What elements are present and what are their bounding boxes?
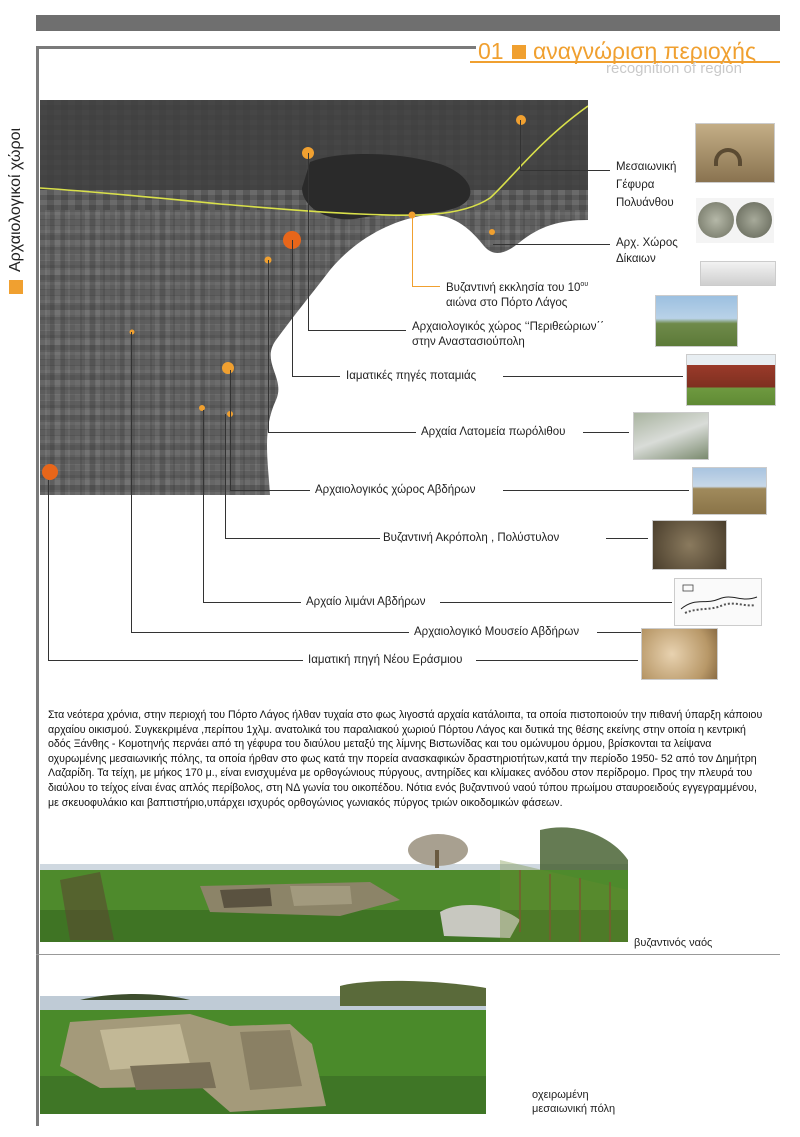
connector-9h <box>203 602 301 603</box>
photo-byzantine-church <box>40 820 628 942</box>
site-label-gefyra <box>616 158 676 212</box>
photo-peritheorion <box>655 295 738 347</box>
site-label-erasmio: Ιαματική πηγή Νέου Εράσμιου <box>308 654 463 666</box>
connector-1h <box>520 170 610 171</box>
connector-6h <box>268 432 416 433</box>
connector-8r <box>606 538 648 539</box>
site-label-church-line2: αιώνα στο Πόρτο Λάγος <box>446 296 568 309</box>
photo-latomeia <box>633 412 709 460</box>
connector-9r <box>440 602 672 603</box>
connector-3v <box>412 215 413 286</box>
connector-11v <box>48 480 49 660</box>
connector-3h <box>412 286 440 287</box>
site-label-harbour: Αρχαίο λιμάνι Αβδήρων <box>306 596 426 608</box>
fortified-city-graphic <box>40 966 486 1114</box>
harbour-plan-drawing <box>675 579 762 626</box>
side-title: Αρχαιολογικοί χώροι <box>7 127 24 272</box>
photo-separator-line <box>36 954 780 955</box>
photo-gefyra <box>695 123 775 183</box>
site-label-gefyra-line1: Μεσαιωνική <box>616 161 677 173</box>
site-label-peritheorion-line1: Αρχαιολογικός χώρος ‘‘Περιθεώριων΄΄ <box>412 321 605 333</box>
connector-4v <box>308 153 309 330</box>
site-label-peritheorion-line2: στην Αναστασιούπολη <box>412 336 525 348</box>
connector-5h <box>292 376 340 377</box>
caption-fortified-city-line1: οχειρωμένη <box>532 1089 589 1101</box>
connector-1v <box>520 120 521 170</box>
byzantine-church-graphic <box>40 820 628 942</box>
site-label-dikaion-line2: Δίκαιων <box>616 253 656 265</box>
connector-11r <box>476 660 638 661</box>
section-title: αναγνώριση περιοχής <box>533 38 757 64</box>
photo-church-relief <box>700 261 776 286</box>
connector-8h <box>225 538 380 539</box>
site-label-church-sup: ου <box>580 281 589 288</box>
connector-6v <box>268 260 269 432</box>
connector-10v <box>131 332 132 632</box>
connector-7r <box>503 490 689 491</box>
header-bar <box>36 15 780 31</box>
photo-polystylon <box>652 520 727 570</box>
site-label-polystylon: Βυζαντινή Ακρόπολη , Πολύστυλον <box>383 532 560 544</box>
site-label-dikaion-line1: Αρχ. Χώρος <box>616 237 678 249</box>
site-label-latomeia: Αρχαία Λατομεία πωρόλιθου <box>421 426 566 438</box>
caption-fortified-city <box>532 1088 615 1116</box>
photo-potamia <box>686 354 776 406</box>
site-label-church-text: Βυζαντινή εκκλησία του 10 <box>446 281 581 294</box>
photo-abdera <box>692 467 767 515</box>
connector-5r <box>503 376 683 377</box>
site-label-museum: Αρχαιολογικό Μουσείο Αβδήρων <box>414 626 580 638</box>
connector-7h <box>230 490 310 491</box>
photo-harbour-plan <box>674 578 762 626</box>
site-label-gefyra-line2: Γέφυρα <box>616 179 655 191</box>
site-label-peritheorion <box>412 320 604 350</box>
connector-11h <box>48 660 303 661</box>
connector-8v <box>225 414 226 538</box>
connector-10h <box>131 632 409 633</box>
connector-10r <box>597 632 641 633</box>
section-subtitle: recognition of region <box>606 60 742 77</box>
site-label-church <box>446 277 588 311</box>
side-square-icon <box>9 280 23 294</box>
site-label-potamia: Ιαματικές πηγές ποταμιάς <box>346 370 477 382</box>
site-label-dikaion <box>616 235 678 267</box>
caption-byzantine-church: βυζαντινός ναός <box>634 937 713 949</box>
connector-4h <box>308 330 406 331</box>
connector-7v <box>230 370 231 490</box>
frame-top-line <box>36 46 476 49</box>
section-number: 01 <box>478 38 504 64</box>
photo-coins <box>696 198 774 243</box>
connector-9v <box>203 410 204 602</box>
connector-2 <box>493 244 610 245</box>
caption-fortified-city-line2: μεσαιωνική πόλη <box>532 1103 616 1115</box>
site-label-gefyra-line3: Πολυάνθου <box>616 197 674 209</box>
frame-left-line <box>36 46 39 1126</box>
section-square-icon <box>512 45 526 59</box>
photo-fortified-city <box>40 966 486 1114</box>
side-title-wrap <box>4 100 28 272</box>
photo-museum <box>641 628 718 680</box>
site-label-abdera: Αρχαιολογικός χώρος Αβδήρων <box>315 484 476 496</box>
description-paragraph: Στα νεότερα χρόνια, στην περιοχή του Πόρτο Λάγος ήλθαν τυχαία στο φως λιγοστά αρχαία κατάλοιπα, τα οποία πιστοποιούν την πιθανή ύπαρξη κάποιου αρχαίου οικισμού. Συγκεκριμένα ,περίπου 1χλμ. ανατολικά του παραλιακού χωριού Πόρτου Λάγος και δυτικά της θέσης εκείνης στην οποία η κεντρική οδός Ξάνθης - Κομοτηνής περνάει από τη γέφυρα του διαύλου μεταξύ της λίμνης Βιστωνίδας και του ομώνυμου όρμου, βρίσκονται τα λείψανα οχυρωμένης μεσαιωνικής πόλης, τα οποία ήρθαν στο φως κατά την πορεία ανασκαφικών δραστηριοτήτων,κατά την περίοδο 1950- 52 από τον Δημήτρη Λαζαρίδη. Τα τείχη, με μήκος 170 μ., είναι ενισχυμένα με ορθογώνιους πύργους, αντηρίδες και κλίμακες ανόδου στον περίδρομο. Προς την πλευρά του διαύλου το τείχος είναι ένας απλός περίβολος, στη ΝΔ γωνία του οικοπέδου. Νότια ενός βυζαντινού ναού τύπου πρωίμου σταυροειδούς εγγεγραμμένου, με σκευοφυλάκιο και βαπτιστήριο,υπάρχει ισχυρός ορθογώνιος γωνιακός πύργος τριών οικοδομικών φάσεων. <box>48 709 763 809</box>
connector-5v <box>292 240 293 376</box>
connector-6r <box>583 432 629 433</box>
